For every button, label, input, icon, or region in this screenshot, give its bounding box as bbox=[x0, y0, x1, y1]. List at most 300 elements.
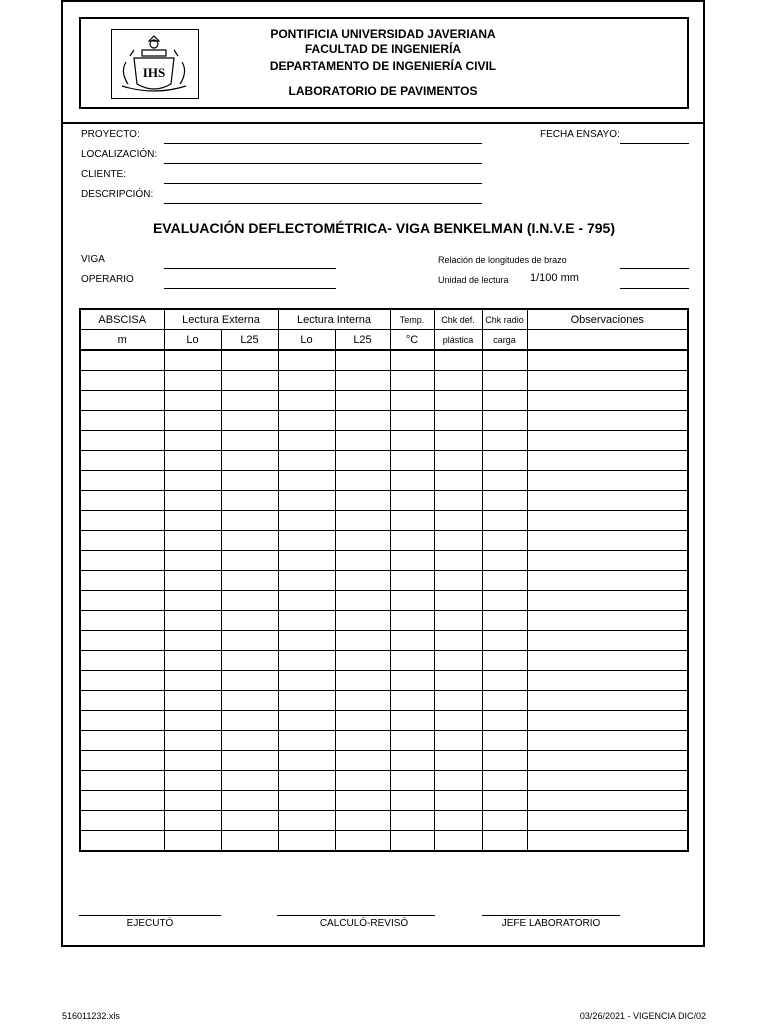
table-cell[interactable] bbox=[278, 591, 335, 611]
table-cell[interactable] bbox=[278, 350, 335, 371]
table-cell[interactable] bbox=[527, 831, 688, 852]
table-cell[interactable] bbox=[527, 671, 688, 691]
table-cell[interactable] bbox=[278, 491, 335, 511]
table-row bbox=[80, 831, 688, 852]
table-cell[interactable] bbox=[335, 811, 390, 831]
table-cell[interactable] bbox=[434, 350, 482, 371]
table-cell[interactable] bbox=[164, 350, 221, 371]
table-cell[interactable] bbox=[221, 591, 278, 611]
relacion-label: Relación de longitudes de brazo bbox=[438, 255, 567, 265]
table-row bbox=[80, 611, 688, 631]
table-cell[interactable] bbox=[390, 711, 434, 731]
table-row bbox=[80, 531, 688, 551]
table-cell[interactable] bbox=[164, 751, 221, 771]
table-row bbox=[80, 671, 688, 691]
table-cell[interactable] bbox=[482, 711, 527, 731]
table-cell[interactable] bbox=[164, 571, 221, 591]
table-cell[interactable] bbox=[164, 431, 221, 451]
header-divider bbox=[61, 122, 705, 124]
table-cell[interactable] bbox=[164, 411, 221, 431]
table-row bbox=[80, 350, 688, 371]
table-cell[interactable] bbox=[527, 411, 688, 431]
chk-def-header-2: plástica bbox=[434, 330, 482, 351]
localizacion-field[interactable] bbox=[164, 163, 482, 164]
table-cell[interactable] bbox=[482, 471, 527, 491]
table-cell[interactable] bbox=[80, 591, 164, 611]
table-cell[interactable] bbox=[434, 651, 482, 671]
table-cell[interactable] bbox=[221, 671, 278, 691]
table-cell[interactable] bbox=[335, 791, 390, 811]
table-cell[interactable] bbox=[221, 611, 278, 631]
table-cell[interactable] bbox=[434, 591, 482, 611]
jefe-signature-line[interactable] bbox=[482, 915, 620, 916]
abscisa-header: ABSCISA bbox=[80, 309, 164, 330]
table-cell[interactable] bbox=[278, 671, 335, 691]
table-cell[interactable] bbox=[221, 431, 278, 451]
table-cell[interactable] bbox=[482, 491, 527, 511]
table-cell[interactable] bbox=[335, 551, 390, 571]
table-cell[interactable] bbox=[335, 491, 390, 511]
table-cell[interactable] bbox=[434, 371, 482, 391]
table-cell[interactable] bbox=[221, 551, 278, 571]
jefe-laboratorio-label: JEFE LABORATORIO bbox=[501, 918, 601, 929]
table-cell[interactable] bbox=[278, 751, 335, 771]
table-cell[interactable] bbox=[164, 711, 221, 731]
table-cell[interactable] bbox=[278, 411, 335, 431]
proyecto-field[interactable] bbox=[164, 143, 482, 144]
interna-l25-header: L25 bbox=[335, 330, 390, 351]
cliente-label: CLIENTE: bbox=[81, 169, 127, 180]
table-cell[interactable] bbox=[164, 651, 221, 671]
table-cell[interactable] bbox=[221, 751, 278, 771]
table-cell[interactable] bbox=[482, 451, 527, 471]
table-cell[interactable] bbox=[335, 771, 390, 791]
viga-field[interactable] bbox=[164, 268, 336, 269]
table-cell[interactable] bbox=[482, 671, 527, 691]
table-cell[interactable] bbox=[390, 391, 434, 411]
table-cell[interactable] bbox=[335, 611, 390, 631]
table-cell[interactable] bbox=[527, 611, 688, 631]
table-cell[interactable] bbox=[527, 731, 688, 751]
table-cell[interactable] bbox=[482, 811, 527, 831]
table-row bbox=[80, 371, 688, 391]
table-cell[interactable] bbox=[527, 651, 688, 671]
table-cell[interactable] bbox=[482, 771, 527, 791]
table-cell[interactable] bbox=[164, 391, 221, 411]
table-row bbox=[80, 791, 688, 811]
table-cell[interactable] bbox=[527, 771, 688, 791]
table-cell[interactable] bbox=[482, 371, 527, 391]
table-cell[interactable] bbox=[80, 531, 164, 551]
table-cell[interactable] bbox=[434, 771, 482, 791]
table-cell[interactable] bbox=[278, 551, 335, 571]
table-cell[interactable] bbox=[221, 811, 278, 831]
chk-radio-header: Chk radio bbox=[482, 309, 527, 330]
logo-monogram: IHS bbox=[142, 65, 166, 80]
table-row bbox=[80, 751, 688, 771]
table-cell[interactable] bbox=[335, 471, 390, 491]
laboratory-name: LABORATORIO DE PAVIMENTOS bbox=[288, 84, 478, 98]
abscisa-unit: m bbox=[80, 330, 164, 351]
table-cell[interactable] bbox=[482, 831, 527, 852]
unidad-label: Unidad de lectura bbox=[438, 275, 509, 285]
interna-lo-header: Lo bbox=[278, 330, 335, 351]
table-cell[interactable] bbox=[164, 731, 221, 751]
table-cell[interactable] bbox=[164, 691, 221, 711]
table-cell[interactable] bbox=[482, 551, 527, 571]
table-cell[interactable] bbox=[278, 791, 335, 811]
table-cell[interactable] bbox=[164, 671, 221, 691]
table-cell[interactable] bbox=[434, 491, 482, 511]
table-cell[interactable] bbox=[164, 371, 221, 391]
table-cell[interactable] bbox=[482, 531, 527, 551]
table-cell[interactable] bbox=[164, 491, 221, 511]
table-cell[interactable] bbox=[80, 371, 164, 391]
table-cell[interactable] bbox=[390, 831, 434, 852]
temp-header: Temp. bbox=[390, 309, 434, 330]
table-cell[interactable] bbox=[80, 731, 164, 751]
table-cell[interactable] bbox=[80, 811, 164, 831]
viga-label: VIGA bbox=[81, 254, 105, 265]
table-row bbox=[80, 511, 688, 531]
table-cell[interactable] bbox=[434, 411, 482, 431]
table-cell[interactable] bbox=[335, 511, 390, 531]
table-cell[interactable] bbox=[278, 471, 335, 491]
table-cell[interactable] bbox=[434, 831, 482, 852]
table-cell[interactable] bbox=[527, 531, 688, 551]
table-cell[interactable] bbox=[390, 791, 434, 811]
table-cell[interactable] bbox=[390, 350, 434, 371]
table-cell[interactable] bbox=[527, 451, 688, 471]
table-cell[interactable] bbox=[390, 511, 434, 531]
table-cell[interactable] bbox=[335, 571, 390, 591]
table-row bbox=[80, 631, 688, 651]
table-cell[interactable] bbox=[527, 691, 688, 711]
table-cell[interactable] bbox=[482, 751, 527, 771]
table-cell[interactable] bbox=[390, 451, 434, 471]
table-cell[interactable] bbox=[80, 831, 164, 852]
operario-label: OPERARIO bbox=[81, 274, 134, 285]
table-cell[interactable] bbox=[80, 791, 164, 811]
cliente-field[interactable] bbox=[164, 183, 482, 184]
table-cell[interactable] bbox=[335, 831, 390, 852]
table-cell[interactable] bbox=[390, 671, 434, 691]
table-cell[interactable] bbox=[164, 811, 221, 831]
table-cell[interactable] bbox=[80, 411, 164, 431]
observaciones-header: Observaciones bbox=[527, 309, 688, 330]
table-cell[interactable] bbox=[221, 531, 278, 551]
table-cell[interactable] bbox=[335, 691, 390, 711]
table-cell[interactable] bbox=[390, 811, 434, 831]
table-cell[interactable] bbox=[527, 711, 688, 731]
table-cell[interactable] bbox=[80, 771, 164, 791]
table-cell[interactable] bbox=[434, 691, 482, 711]
ejecuto-signature-line[interactable] bbox=[79, 915, 221, 916]
table-cell[interactable] bbox=[221, 691, 278, 711]
table-cell[interactable] bbox=[434, 451, 482, 471]
table-cell[interactable] bbox=[335, 751, 390, 771]
table-cell[interactable] bbox=[434, 731, 482, 751]
descripcion-field[interactable] bbox=[164, 203, 482, 204]
table-cell[interactable] bbox=[278, 371, 335, 391]
table-cell[interactable] bbox=[80, 631, 164, 651]
table-row bbox=[80, 731, 688, 751]
table-cell[interactable] bbox=[80, 350, 164, 371]
table-cell[interactable] bbox=[390, 551, 434, 571]
table-cell[interactable] bbox=[221, 471, 278, 491]
table-cell[interactable] bbox=[221, 511, 278, 531]
table-cell[interactable] bbox=[80, 431, 164, 451]
table-cell[interactable] bbox=[164, 471, 221, 491]
table-cell[interactable] bbox=[527, 591, 688, 611]
table-cell[interactable] bbox=[80, 571, 164, 591]
table-cell[interactable] bbox=[434, 671, 482, 691]
table-cell[interactable] bbox=[390, 771, 434, 791]
table-cell[interactable] bbox=[164, 451, 221, 471]
table-cell[interactable] bbox=[80, 611, 164, 631]
table-cell[interactable] bbox=[80, 691, 164, 711]
table-cell[interactable] bbox=[164, 551, 221, 571]
lectura-interna-header: Lectura Interna bbox=[278, 309, 390, 330]
table-row bbox=[80, 711, 688, 731]
table-cell[interactable] bbox=[434, 611, 482, 631]
descripcion-label: DESCRIPCIÓN: bbox=[81, 189, 154, 200]
table-cell[interactable] bbox=[221, 711, 278, 731]
table-cell[interactable] bbox=[278, 391, 335, 411]
table-cell[interactable] bbox=[278, 691, 335, 711]
table-cell[interactable] bbox=[221, 571, 278, 591]
table-cell[interactable] bbox=[278, 511, 335, 531]
table-cell[interactable] bbox=[221, 371, 278, 391]
table-cell[interactable] bbox=[527, 631, 688, 651]
table-cell[interactable] bbox=[527, 491, 688, 511]
table-row bbox=[80, 451, 688, 471]
table-cell[interactable] bbox=[434, 471, 482, 491]
table-cell[interactable] bbox=[434, 551, 482, 571]
table-cell[interactable] bbox=[335, 651, 390, 671]
table-cell[interactable] bbox=[390, 571, 434, 591]
chk-def-header: Chk def. bbox=[434, 309, 482, 330]
table-cell[interactable] bbox=[278, 711, 335, 731]
table-cell[interactable] bbox=[390, 491, 434, 511]
table-cell[interactable] bbox=[278, 811, 335, 831]
table-cell[interactable] bbox=[527, 391, 688, 411]
table-cell[interactable] bbox=[221, 791, 278, 811]
table-cell[interactable] bbox=[335, 350, 390, 371]
table-cell[interactable] bbox=[390, 751, 434, 771]
table-cell[interactable] bbox=[278, 531, 335, 551]
university-name: PONTIFICIA UNIVERSIDAD JAVERIANA bbox=[270, 27, 496, 41]
table-cell[interactable] bbox=[80, 451, 164, 471]
table-cell[interactable] bbox=[482, 391, 527, 411]
table-row bbox=[80, 651, 688, 671]
table-cell[interactable] bbox=[80, 711, 164, 731]
table-cell[interactable] bbox=[335, 431, 390, 451]
table-row bbox=[80, 411, 688, 431]
table-cell[interactable] bbox=[278, 451, 335, 471]
relacion-field[interactable] bbox=[620, 268, 689, 269]
readings-body bbox=[80, 350, 688, 851]
calculo-signature-line[interactable] bbox=[277, 915, 435, 916]
table-cell[interactable] bbox=[482, 411, 527, 431]
table-row bbox=[80, 431, 688, 451]
table-cell[interactable] bbox=[434, 711, 482, 731]
lectura-externa-header: Lectura Externa bbox=[164, 309, 278, 330]
chk-radio-header-2: carga bbox=[482, 330, 527, 351]
unidad-value: 1/100 mm bbox=[530, 272, 579, 284]
table-row bbox=[80, 551, 688, 571]
table-cell[interactable] bbox=[221, 651, 278, 671]
table-cell[interactable] bbox=[164, 591, 221, 611]
table-cell[interactable] bbox=[164, 611, 221, 631]
table-cell[interactable] bbox=[434, 811, 482, 831]
table-cell[interactable] bbox=[482, 431, 527, 451]
table-cell[interactable] bbox=[221, 350, 278, 371]
table-cell[interactable] bbox=[80, 491, 164, 511]
table-row bbox=[80, 691, 688, 711]
table-cell[interactable] bbox=[482, 691, 527, 711]
table-cell[interactable] bbox=[390, 411, 434, 431]
table-cell[interactable] bbox=[390, 471, 434, 491]
table-cell[interactable] bbox=[482, 631, 527, 651]
table-cell[interactable] bbox=[527, 471, 688, 491]
table-cell[interactable] bbox=[164, 791, 221, 811]
table-cell[interactable] bbox=[390, 431, 434, 451]
table-cell[interactable] bbox=[527, 571, 688, 591]
fecha-ensayo-label: FECHA ENSAYO: bbox=[540, 129, 620, 140]
table-cell[interactable] bbox=[390, 691, 434, 711]
table-cell[interactable] bbox=[164, 771, 221, 791]
table-cell[interactable] bbox=[390, 651, 434, 671]
table-row bbox=[80, 771, 688, 791]
department-name: DEPARTAMENTO DE INGENIERÍA CIVIL bbox=[269, 59, 497, 73]
table-cell[interactable] bbox=[434, 631, 482, 651]
table-cell[interactable] bbox=[434, 511, 482, 531]
table-cell[interactable] bbox=[221, 831, 278, 852]
table-cell[interactable] bbox=[80, 391, 164, 411]
table-cell[interactable] bbox=[221, 631, 278, 651]
table-cell[interactable] bbox=[335, 711, 390, 731]
table-cell[interactable] bbox=[164, 531, 221, 551]
table-cell[interactable] bbox=[434, 531, 482, 551]
table-cell[interactable] bbox=[482, 350, 527, 371]
table-cell[interactable] bbox=[482, 611, 527, 631]
table-cell[interactable] bbox=[390, 531, 434, 551]
table-cell[interactable] bbox=[80, 671, 164, 691]
table-cell[interactable] bbox=[434, 571, 482, 591]
table-cell[interactable] bbox=[434, 791, 482, 811]
table-cell[interactable] bbox=[221, 771, 278, 791]
readings-table bbox=[79, 308, 689, 852]
table-cell[interactable] bbox=[278, 731, 335, 751]
form-title: EVALUACIÓN DEFLECTOMÉTRICA- VIGA BENKELMAN (I.N.V.E - 795) bbox=[152, 220, 616, 236]
table-cell[interactable] bbox=[527, 371, 688, 391]
table-cell[interactable] bbox=[80, 651, 164, 671]
table-cell[interactable] bbox=[221, 411, 278, 431]
externa-l25-header: L25 bbox=[221, 330, 278, 351]
table-cell[interactable] bbox=[390, 591, 434, 611]
table-cell[interactable] bbox=[527, 791, 688, 811]
table-cell[interactable] bbox=[221, 731, 278, 751]
table-cell[interactable] bbox=[335, 391, 390, 411]
university-crest-logo bbox=[111, 29, 199, 99]
table-cell[interactable] bbox=[482, 731, 527, 751]
fecha-ensayo-field[interactable] bbox=[620, 143, 689, 144]
table-cell[interactable] bbox=[527, 751, 688, 771]
table-cell[interactable] bbox=[335, 591, 390, 611]
table-cell[interactable] bbox=[390, 371, 434, 391]
externa-lo-header: Lo bbox=[164, 330, 221, 351]
version-date: 03/26/2021 - VIGENCIA DIC/02 bbox=[579, 1011, 706, 1021]
table-row bbox=[80, 391, 688, 411]
table-cell[interactable] bbox=[482, 511, 527, 531]
table-cell[interactable] bbox=[164, 631, 221, 651]
table-cell[interactable] bbox=[482, 571, 527, 591]
table-cell[interactable] bbox=[80, 471, 164, 491]
table-cell[interactable] bbox=[335, 731, 390, 751]
table-row bbox=[80, 571, 688, 591]
calculo-reviso-label: CALCULÓ-REVISÓ bbox=[319, 918, 409, 929]
table-cell[interactable] bbox=[527, 431, 688, 451]
table-cell[interactable] bbox=[335, 671, 390, 691]
table-cell[interactable] bbox=[527, 511, 688, 531]
file-name: 516011232.xls bbox=[62, 1011, 120, 1021]
table-cell[interactable] bbox=[278, 571, 335, 591]
table-cell[interactable] bbox=[221, 451, 278, 471]
table-row bbox=[80, 811, 688, 831]
table-cell[interactable] bbox=[335, 451, 390, 471]
table-cell[interactable] bbox=[164, 511, 221, 531]
localizacion-label: LOCALIZACIÓN: bbox=[81, 149, 158, 160]
table-cell[interactable] bbox=[80, 551, 164, 571]
operario-field[interactable] bbox=[164, 288, 336, 289]
table-cell[interactable] bbox=[335, 531, 390, 551]
table-cell[interactable] bbox=[482, 791, 527, 811]
observaciones-sub bbox=[527, 330, 688, 351]
table-cell[interactable] bbox=[278, 631, 335, 651]
table-cell[interactable] bbox=[80, 751, 164, 771]
table-cell[interactable] bbox=[80, 511, 164, 531]
faculty-name: FACULTAD DE INGENIERÍA bbox=[304, 42, 462, 56]
table-cell[interactable] bbox=[390, 731, 434, 751]
ejecuto-label: EJECUTÓ bbox=[126, 918, 174, 929]
table-cell[interactable] bbox=[164, 831, 221, 852]
table-cell[interactable] bbox=[278, 831, 335, 852]
table-cell[interactable] bbox=[527, 811, 688, 831]
table-cell[interactable] bbox=[527, 350, 688, 371]
table-cell[interactable] bbox=[434, 751, 482, 771]
table-cell[interactable] bbox=[390, 611, 434, 631]
table-cell[interactable] bbox=[278, 771, 335, 791]
table-cell[interactable] bbox=[335, 631, 390, 651]
table-cell[interactable] bbox=[434, 391, 482, 411]
table-cell[interactable] bbox=[278, 431, 335, 451]
table-cell[interactable] bbox=[221, 491, 278, 511]
unidad-field[interactable] bbox=[620, 288, 689, 289]
table-cell[interactable] bbox=[278, 651, 335, 671]
table-cell[interactable] bbox=[221, 391, 278, 411]
table-cell[interactable] bbox=[335, 411, 390, 431]
table-cell[interactable] bbox=[434, 431, 482, 451]
table-cell[interactable] bbox=[278, 611, 335, 631]
table-cell[interactable] bbox=[335, 371, 390, 391]
table-cell[interactable] bbox=[527, 551, 688, 571]
table-cell[interactable] bbox=[390, 631, 434, 651]
table-cell[interactable] bbox=[482, 651, 527, 671]
table-row bbox=[80, 491, 688, 511]
temp-unit: °C bbox=[390, 330, 434, 351]
table-cell[interactable] bbox=[482, 591, 527, 611]
